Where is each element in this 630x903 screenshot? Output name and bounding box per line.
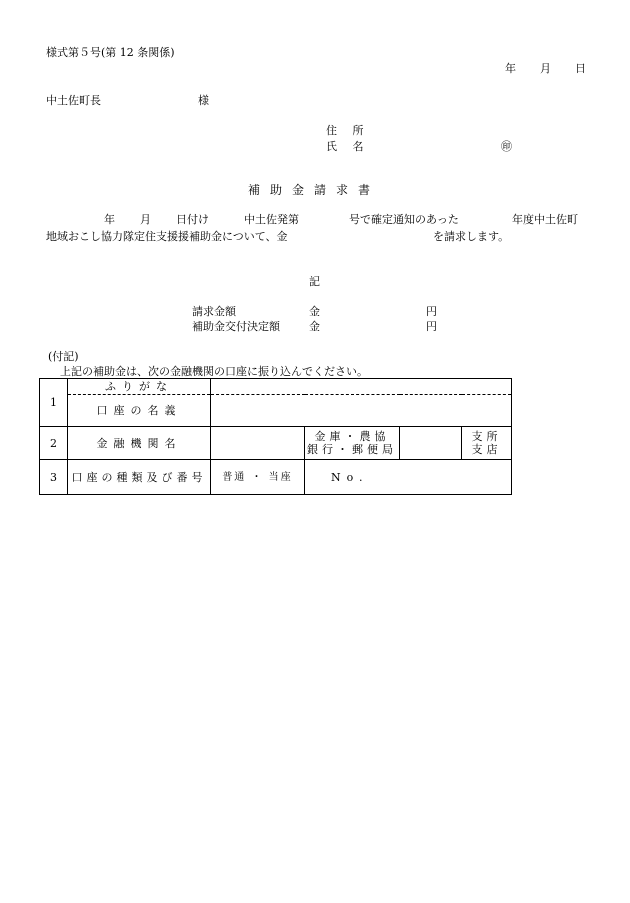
body-fiscal: 年度中土佐町 <box>512 213 578 226</box>
bank-account-table <box>39 378 512 495</box>
row3-number: 3 <box>40 460 68 495</box>
account-type-label: 口座の種類及び番号 <box>68 460 211 495</box>
bank-name-field[interactable] <box>211 427 305 460</box>
body-ref-suffix: 号で確定通知のあった <box>349 213 459 226</box>
bank-type-a: 金庫・農協 <box>314 430 390 443</box>
amount-label-decision: 補助金交付決定額 <box>192 320 280 333</box>
account-number-field[interactable] <box>305 460 512 495</box>
body-year: 年 <box>104 213 115 226</box>
branch-type-b: 支店 <box>471 443 502 456</box>
date-day: 日 <box>575 62 586 75</box>
body-dated: 日付け <box>176 213 209 226</box>
date-year: 年 <box>505 62 516 75</box>
furigana-field[interactable] <box>211 379 512 395</box>
furigana-label: ふりがな <box>68 379 211 395</box>
body-ref-prefix: 中土佐発第 <box>244 213 299 226</box>
note-heading: (付記) <box>48 350 79 363</box>
branch-type-a: 支所 <box>471 430 502 443</box>
amount-yen-request: 円 <box>426 305 437 318</box>
row1-number: 1 <box>40 379 68 427</box>
note-text: 上記の補助金は、次の金融機関の口座に振り込んでください。 <box>60 365 368 378</box>
row2-number: 2 <box>40 427 68 460</box>
body-month: 月 <box>140 213 151 226</box>
amount-label-request: 請求金額 <box>192 305 236 318</box>
body-line2-end: を請求します。 <box>433 230 510 243</box>
amount-yen-decision: 円 <box>426 320 437 333</box>
ki-mark: 記 <box>309 275 320 288</box>
form-number: 様式第５号(第 12 条関係) <box>46 46 175 59</box>
document-title: 補助金請求書 <box>248 183 381 197</box>
body-line2: 地域おこし協力隊定住支援援補助金について、金 <box>46 230 288 243</box>
branch-type-cell <box>462 427 512 460</box>
amount-kin-request: 金 <box>309 305 320 318</box>
date-month: 月 <box>540 62 551 75</box>
bank-name-label: 金融機関名 <box>68 427 211 460</box>
account-holder-field[interactable] <box>211 395 512 427</box>
name-label: 氏 名 <box>326 140 370 153</box>
branch-name-field[interactable] <box>400 427 462 460</box>
seal-mark: ㊞ <box>501 140 512 153</box>
addressee-name: 中土佐町長 <box>46 94 101 107</box>
account-holder-label: 口座の名義 <box>68 395 211 427</box>
address-label: 住 所 <box>326 124 370 137</box>
bank-type-b: 銀行・郵便局 <box>307 443 397 456</box>
amount-kin-decision: 金 <box>309 320 320 333</box>
account-type-options: 普通 ・ 当座 <box>211 460 305 495</box>
account-number-label: No. <box>331 470 369 484</box>
bank-type-cell <box>305 427 400 460</box>
addressee-honorific: 様 <box>198 94 209 107</box>
